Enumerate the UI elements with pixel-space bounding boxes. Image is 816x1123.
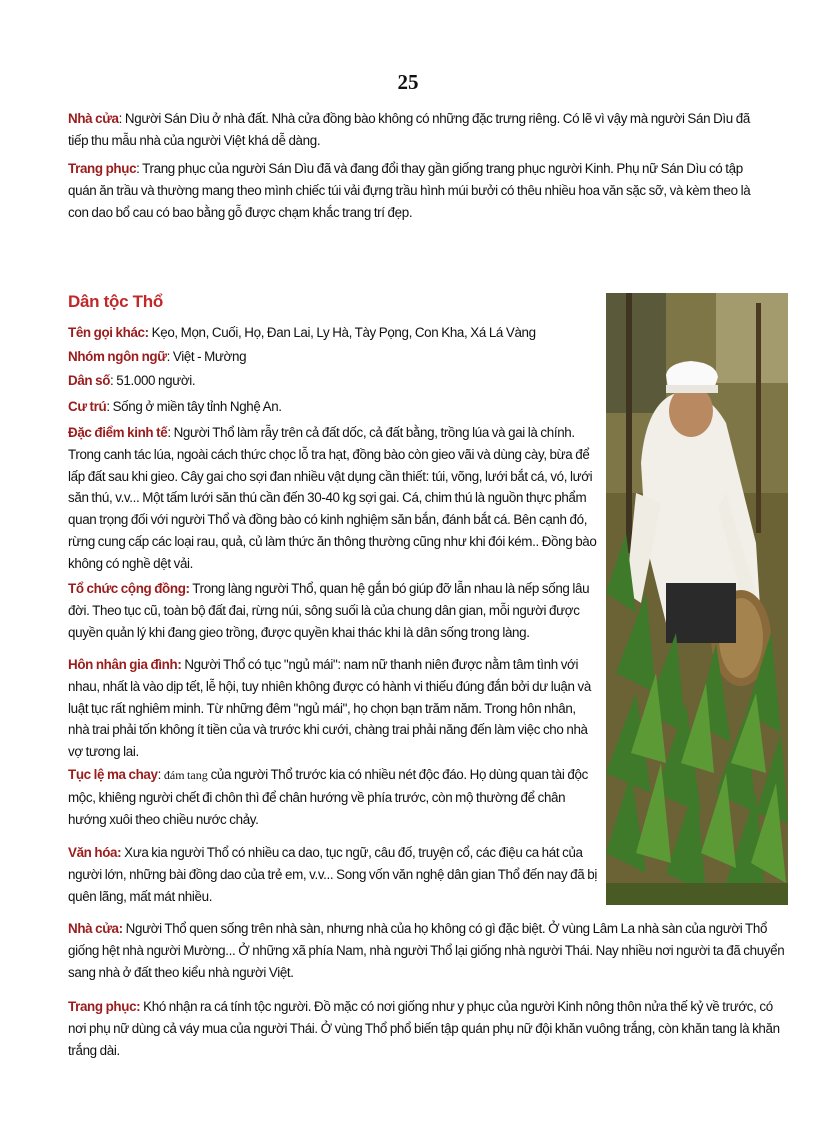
culture-text: Xưa kia người Thổ có nhiều ca dao, tục ngữ, câu đố, truyện cổ, các điệu ca hát của người lớn, những bài đồng dao của trẻ em, v.v... Song vốn văn nghệ dân gian Thổ đến nay đã bị quên lãng, mất mát nhiều. <box>68 845 597 904</box>
language-group-label: Nhóm ngôn ngữ <box>68 349 167 364</box>
population-label: Dân số <box>68 373 111 388</box>
intro-houses-paragraph <box>68 108 768 152</box>
funeral-label: Tục lệ ma chay <box>68 767 158 782</box>
other-names-line <box>68 322 588 344</box>
intro-costume-paragraph <box>68 158 768 223</box>
economy-label: Đặc điểm kinh tế <box>68 425 168 440</box>
language-group-text: : Việt - Mường <box>166 349 247 364</box>
population-line <box>68 370 588 392</box>
funeral-paragraph <box>68 764 598 830</box>
residence-label: Cư trú <box>68 399 107 414</box>
marriage-label: Hôn nhân gia đình: <box>68 657 182 672</box>
costume-paragraph <box>68 996 786 1061</box>
residence-text: : Sống ở miền tây tỉnh Nghệ An. <box>106 399 282 414</box>
community-text: Trong làng người Thổ, quan hệ gắn bó giúp đỡ lẫn nhau là nếp sống lâu đời. Theo tục cũ, toàn bộ đất đai, rừng núi, sông suối là của chung dân gian, mỗi người được quyền quản lý khi đang gieo trồng, được quyền khai thác khi là dân sống trong làng. <box>68 581 590 640</box>
costume-label: Trang phục: <box>68 999 141 1014</box>
economy-paragraph <box>68 422 598 575</box>
economy-text: : Người Thổ làm rẫy trên cả đất dốc, cả đất bằng, trồng lúa và gai là chính. Trong canh tác lúa, ngoài cách thức chọc lỗ tra hạt, đồng bào còn gieo vãi và dùng cày, bừa để lấp đất sau khi gieo. Cây gai cho sợi đan nhiều vật dụng cần thiết: túi, võng, lưới bắt cá, vó, lưới săn thú, v.v... Một tấm lưới săn thú cần đến 30-40 kg sợi gai. Cá, chim thú là nguồn thực phẩm quan trọng đối với người Thổ và đồng bào có kinh nghiệm săn bắn, đánh bắt cá. Bên cạnh đó, rừng cung cấp các loại rau, quả, củ làm thức ăn thông thường cũng như khi đói kém.. Đồng bào không có nghề dệt vải. <box>68 425 597 571</box>
funeral-serif-word: đám tang <box>163 768 208 782</box>
funeral-text: của người Thổ trước kia có nhiều nét độc đáo. Họ dùng quan tài độc mộc, khiêng người chết đi chôn thì để chân hướng về phía trước, còn mộ thường để chân hướng xuôi theo chiều nước chảy. <box>68 767 588 827</box>
culture-paragraph <box>68 842 598 907</box>
intro-houses-text: : Người Sán Dìu ở nhà đất. Nhà cửa đồng bào không có những đặc trưng riêng. Có lẽ vì vậy mà người Sán Dìu đã tiếp thu mẫu nhà của người Việt khá dễ dàng. <box>68 111 750 148</box>
other-names-label: Tên gọi khác: <box>68 325 149 340</box>
houses-text: Người Thổ quen sống trên nhà sàn, nhưng nhà của họ không có gì đặc biệt. Ở vùng Lâm La nhà sàn của người Thổ giống hệt nhà người Mường... Ở những xã phía Nam, nhà người Thổ lại giống nhà người Thái. Nay nhiều nơi người ta đã chuyển sang nhà ở đất theo kiểu nhà người Việt. <box>68 921 785 980</box>
costume-text: Khó nhận ra cá tính tộc người. Đồ mặc có nơi giống như y phục của người Kinh nông thôn nửa thế kỷ về trước, có nơi phụ nữ dùng cả váy mua của người Thái. Ở vùng Thổ phổ biến tập quán phụ nữ đội khăn vuông trắng, còn khăn tang là khăn trắng dài. <box>68 999 780 1058</box>
residence-line <box>68 396 588 418</box>
other-names-text: Kẹo, Mọn, Cuối, Họ, Đan Lai, Ly Hà, Tày Pọng, Con Kha, Xá Lá Vàng <box>148 325 536 340</box>
culture-label: Văn hóa: <box>68 845 122 860</box>
funeral-colon: : <box>157 767 164 782</box>
community-paragraph <box>68 578 598 643</box>
page-number: 25 <box>397 70 419 94</box>
houses-label: Nhà cửa: <box>68 921 123 936</box>
intro-costume-text: : Trang phục của người Sán Dìu đã và đang đổi thay gần giống trang phục người Kinh. Phụ nữ Sán Dìu có tập quán ăn trầu và thường mang theo mình chiếc túi vải đựng trầu hình múi bưởi có thêu nhiều hoa văn sặc sỡ, và kèm theo là con dao bổ cau có bao bằng gỗ được chạm khắc trang trí đẹp. <box>68 161 751 220</box>
houses-paragraph <box>68 918 786 983</box>
ethnic-woman-photo <box>606 293 788 905</box>
intro-costume-label: Trang phục <box>68 161 137 176</box>
marriage-text: Người Thổ có tục "ngủ mái": nam nữ thanh niên được nằm tâm tình với nhau, nhất là vào dịp tết, lễ hội, tuy nhiên không được có hành vi thiếu đúng đắn bởi dư luận và luật tục rất nghiêm minh. Từ những đêm "ngủ mái", họ chọn bạn trăm năm. Trong hôn nhân, nhà trai phải tốn không ít tiền của và trước khi cưới, chàng trai phải năng đến làm việc cho nhà vợ tương lai. <box>68 657 591 760</box>
community-label: Tổ chức cộng đồng: <box>68 581 190 596</box>
section-title: Dân tộc Thổ <box>68 292 163 311</box>
photo-illustration <box>606 293 788 905</box>
population-text: : 51.000 người. <box>110 373 196 388</box>
marriage-paragraph <box>68 654 598 763</box>
language-group-line <box>68 346 588 368</box>
intro-houses-label: Nhà cửa <box>68 111 119 126</box>
